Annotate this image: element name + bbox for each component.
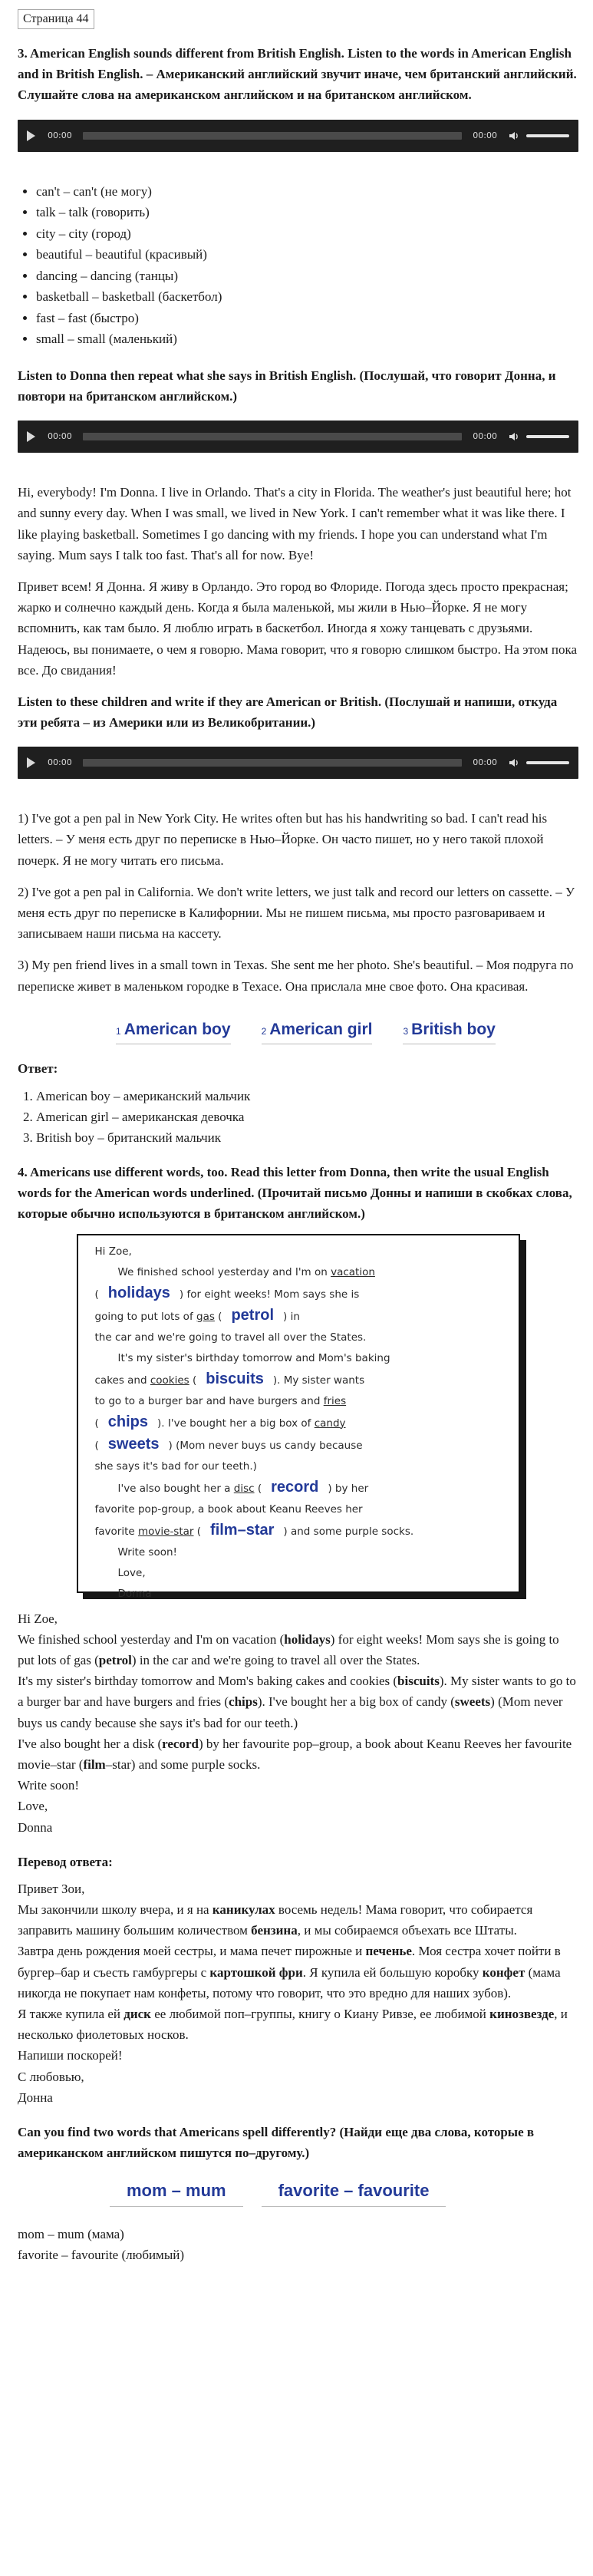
page-label: Страница 44 — [18, 9, 94, 29]
list-item: • talk – talk (говорить) — [36, 202, 578, 223]
answer-list — [18, 1086, 578, 1149]
volume-icon[interactable] — [508, 430, 520, 443]
spell-answer-2: favorite – favourite — [262, 2177, 446, 2206]
donna-text-english: Hi, everybody! I'm Donna. I live in Orlando. That's a city in Florida. The weather's just beautiful here; hot and sunny every day. When I was small, we lived in New York. I can't remember what it was like there. I like playing basketball. Sometimes I go dancing with my friends. I hope you can understand what I'm saying. Mum says I talk too fast. That's all for now. Bye! — [18, 485, 572, 562]
volume-slider[interactable] — [526, 761, 569, 764]
listen-donna-instruction: Listen to Donna then repeat what she says in British English. (Послушай, что говорит Донна, и повтори на британском английском.) — [18, 368, 556, 404]
list-item: 3. British boy – британский мальчик — [36, 1127, 578, 1148]
task4-title: 4. Americans use different words, too. Read this letter from Donna, then write the usual English words for the American words underlined. (Прочитай письмо Донны и напиши в скобках слова, которые обычно используются в британском английском.) — [18, 1165, 572, 1222]
donna-letter: Hi Zoe, We finished school yesterday and I'm on vacation ( holidays ) for eight weeks! Mom says she is going to put lots of gas ( petrol ) in the car and we're going to travel all over the States. It's my sister's birthday tomorrow and Mom's baking cakes and cookies ( biscuits ). My sister wants to go to a burger bar and have burgers and fries ( chips ). I've bought her a big box of candy ( sweets ) (Mom never buys us candy because she says it's bad for our teeth.) I've also bought her a disc ( record ) by her favorite pop-group, a book about Keanu Reeves her favorite movie-star ( film–star ) and some purple socks. Write soon! Love, Donna — [77, 1234, 520, 1593]
letter-figure — [18, 1234, 578, 1600]
list-item: • fast – fast (быстро) — [36, 308, 578, 329]
donna-text-russian: Привет всем! Я Донна. Я живу в Орландо. Это город во Флориде. Погода здесь просто прекрасная; жарко и солнечно каждый день. Когда я была маленькой, мы жили в Нью–Йорке. Я не могу вспомнить, как там было. Я люблю играть в баскетбол. Иногда я хожу танцевать с друзьями. Надеюсь, вы понимаете, о чем я говорю. Мама говорит, что я говорю слишком быстро. На этом пока все. До свидания! — [18, 579, 578, 678]
duration-time: 00:00 — [473, 431, 497, 442]
volume-slider[interactable] — [526, 435, 569, 438]
child-text-2: 2) I've got a pen pal in California. We don't write letters, we just talk and record our letters on cassette. – У меня есть друг по переписке в Калифорнии. Мы не пишем письма, мы просто разговариваем и записываем наши письма на кассету. — [18, 884, 575, 942]
progress-track[interactable] — [83, 132, 463, 140]
listen-children-instruction: Listen to these children and write if they are American or British. (Послушай и напиши, откуда эти ребята – из Америки или из Великобритании.) — [18, 694, 558, 731]
current-time: 00:00 — [48, 757, 72, 768]
list-item: • basketball – basketball (баскетбол) — [36, 286, 578, 308]
volume-icon[interactable] — [508, 130, 520, 142]
play-icon[interactable] — [27, 130, 35, 141]
child-text-3: 3) My pen friend lives in a small town in Texas. She sent me her photo. She's beautiful. – Моя подруга по переписке живет в маленьком городке в Техасе. Она прислала мне свое фото. Она красивая. — [18, 958, 574, 994]
list-item: • dancing – dancing (танцы) — [36, 266, 578, 287]
current-time: 00:00 — [48, 130, 72, 140]
answer-label-2: 2 American girl — [262, 1017, 373, 1045]
list-item: • small – small (маленький) — [36, 328, 578, 350]
progress-track[interactable] — [83, 433, 463, 440]
list-item: • city – city (город) — [36, 223, 578, 245]
spell-question: Can you find two words that Americans spell differently? (Найди еще два слова, которые в американском английском пишутся по–другому.) — [18, 2124, 535, 2161]
play-icon[interactable] — [27, 431, 35, 442]
child-text-1: 1) I've got a pen pal in New York City. He writes often but has his handwriting so bad. I can't read his letters. – У меня есть друг по переписке в Нью–Йорке. Он часто пишет, но у него такой плохой почерк. Я не могу читать его письма. — [18, 811, 548, 868]
answer-label-3: 3 British boy — [403, 1017, 495, 1045]
duration-time: 00:00 — [473, 130, 497, 140]
answer-labels — [116, 1017, 578, 1045]
duration-time: 00:00 — [473, 757, 497, 768]
answer-label-1: 1 American boy — [116, 1017, 231, 1045]
volume-icon[interactable] — [508, 757, 520, 769]
letter-transcript: Hi Zoe, We finished school yesterday and I'm on vacation (holidays) for eight weeks! Mom says she is going to put lots of gas (petrol) in the car and we're going to travel all over the States. It's my sister's birthday tomorrow and Mom's baking cakes and cookies (biscuits). My sister wants to go to a burger bar and have burgers and fries (chips). I've bought her a big box of candy (sweets) (Mom never buys us candy because she says it's bad for our teeth.) I've also bought her a disk (record) by her favourite pop–group, a book about Keanu Reeves her favourite movie–star (film–star) and some purple socks. Write soon! Love, Donna — [18, 1611, 576, 1835]
list-item: favorite – favourite (любимый) — [18, 2247, 184, 2262]
spell-answers — [110, 2177, 578, 2206]
final-answers — [18, 2224, 578, 2265]
list-item: 2. American girl – американская девочка — [36, 1107, 578, 1127]
word-list — [18, 181, 578, 350]
translation-title: Перевод ответа: — [18, 1854, 113, 1869]
play-icon[interactable] — [27, 757, 35, 768]
progress-track[interactable] — [83, 759, 463, 767]
list-item: • beautiful – beautiful (красивый) — [36, 244, 578, 266]
volume-slider[interactable] — [526, 134, 569, 137]
translation-text: Привет Зои, Мы закончили школу вчера, и я на каникулах восемь недель! Мама говорит, что собирается заправить машину большим количеством бензина, и мы собираемся объехать все Штаты. Завтра день рождения моей сестры, и мама печет пирожные и печенье. Моя сестра хочет пойти в бургер–бар и съесть гамбургеры с картошкой фри. Я купила ей большую коробку конфет (мама никогда не покупает нам конфеты, потому что говорит, что это вредно для наших зубов). Я также купила ей диск ее любимой поп–группы, книгу о Киану Ривзе, ее любимой кинозвезде, и несколько фиолетовых носков. Напиши поскорей! С любовью, Донна — [18, 1881, 568, 2105]
audio-player-3[interactable] — [18, 747, 578, 779]
list-item: mom – mum (мама) — [18, 2226, 124, 2241]
list-item: • can't – can't (не могу) — [36, 181, 578, 203]
current-time: 00:00 — [48, 431, 72, 442]
spell-answer-1: mom – mum — [110, 2177, 243, 2206]
answer-title: Ответ: — [18, 1061, 58, 1077]
audio-player-2[interactable] — [18, 421, 578, 453]
list-item: 1. American boy – американский мальчик — [36, 1086, 578, 1107]
task3-title: 3. American English sounds different from British English. Listen to the words in American English and in British English. – Американский английский звучит иначе, чем британский английский. Слушайте слова на американском английском и на британском английском. — [18, 46, 577, 103]
audio-player-1[interactable] — [18, 120, 578, 152]
